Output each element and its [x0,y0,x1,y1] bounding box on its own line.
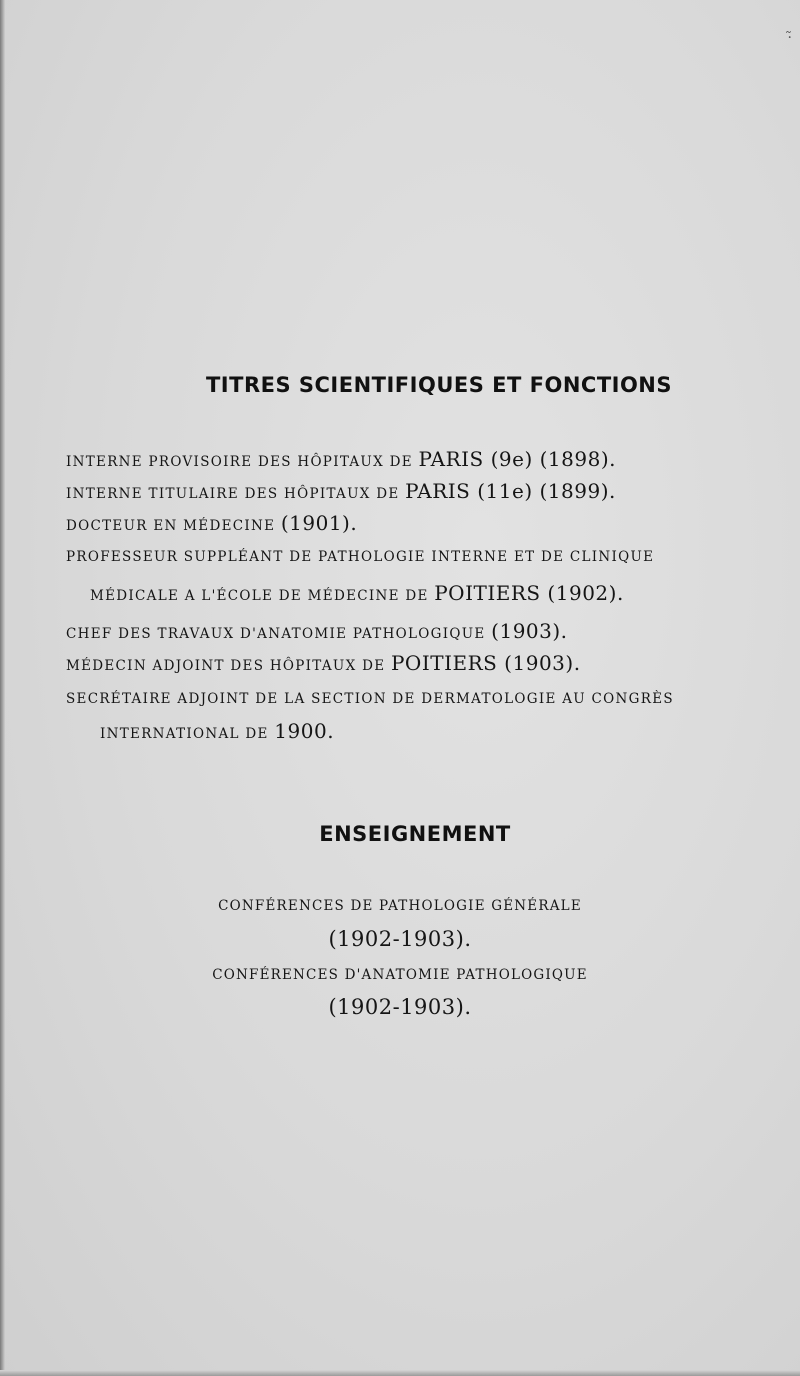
entry-dates: (9e) (1898). [483,447,616,471]
page-edge-bottom [0,1370,800,1376]
section-title-enseignement: ENSEIGNEMENT [319,822,511,846]
entry-text: INTERNE PROVISOIRE DES HÔPITAUX DE [66,454,419,470]
entry-city: POITIERS [434,581,541,605]
entry-text: MÉDECIN ADJOINT DES HÔPITAUX DE [66,658,391,674]
entry-dates: (1901). [280,511,358,535]
entry-text: INTERNATIONAL DE [100,726,275,742]
entry-text: PROFESSEUR SUPPLÉANT DE PATHOLOGIE INTERNE ET DE CLINIQUE [66,549,655,565]
entry-interne-titulaire [66,479,706,503]
teaching-years-pathologie: (1902-1903). [328,927,472,951]
entry-dates: (1903). [497,651,581,675]
entry-city: PARIS [418,447,484,471]
page-title: TITRES SCIENTIFIQUES ET FONCTIONS [205,373,673,397]
entry-secretaire-line2 [100,719,740,743]
entry-chef-travaux [66,619,706,643]
entry-professeur-line2 [90,581,730,605]
entry-dates: (1902). [540,581,624,605]
teaching-label-anatomie: CONFÉRENCES D'ANATOMIE PATHOLOGIQUE [212,967,588,983]
page-edge-left [0,0,5,1376]
entry-text: DOCTEUR EN MÉDECINE [66,518,281,534]
entry-dates: 1900. [274,719,335,743]
entry-text: SECRÉTAIRE ADJOINT DE LA SECTION DE DERMATOLOGIE AU CONGRÈS [66,691,674,707]
entry-text: CHEF DES TRAVAUX D'ANATOMIE PATHOLOGIQUE [66,626,492,642]
entry-secretaire-line1 [66,691,706,707]
teaching-years-anatomie: (1902-1903). [328,995,472,1019]
entry-city: POITIERS [390,651,498,675]
entry-dates: (11e) (1899). [470,479,616,503]
entry-city: PARIS [405,479,471,503]
entry-professeur-line1 [66,549,706,565]
entry-dates: (1903). [491,619,568,643]
entry-text: INTERNE TITULAIRE DES HÔPITAUX DE [66,486,406,502]
entry-interne-provisoire [66,447,706,471]
entry-medecin-adjoint [66,651,706,675]
entry-text: MÉDICALE A L'ÉCOLE DE MÉDECINE DE [90,588,435,604]
teaching-label-pathologie: CONFÉRENCES DE PATHOLOGIE GÉNÉRALE [218,898,582,914]
entry-docteur [66,511,706,535]
ink-speck-decoration: ·̃ [787,30,792,46]
